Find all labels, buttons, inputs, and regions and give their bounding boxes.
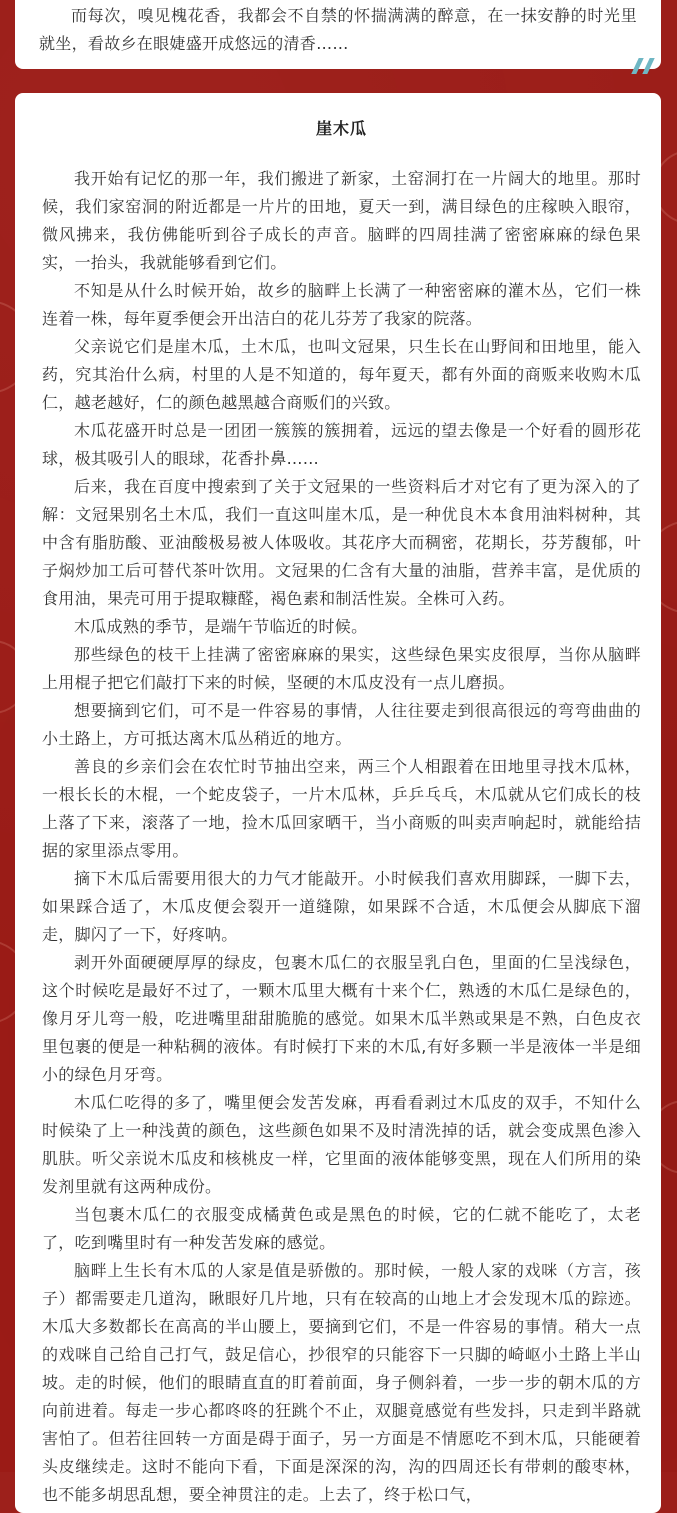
article-paragraph: 善良的乡亲们会在农忙时节抽出空来，两三个人相跟着在田地里寻找木瓜林，一根长长的木棍，一个蛇皮袋子，一片木瓜林，乒乒乓乓，木瓜就从它们成长的枝上落了下来，滚落了一地，捡木瓜回家晒干，当小商贩的叫卖声响起时，就能给拮据的家里添点零用。: [42, 757, 641, 860]
article-paragraph: 想要摘到它们，可不是一件容易的事情，人往往要走到很高很远的弯弯曲曲的小土路上，方可抵达离木瓜丛稍近的地方。: [42, 701, 641, 748]
article-title: 崖木瓜: [315, 119, 367, 138]
article-paragraph: 木瓜成熟的季节，是端午节临近的时候。: [74, 617, 368, 636]
previous-article-card: [15, 0, 661, 69]
article-body: [42, 165, 641, 1509]
article-card: [15, 93, 661, 1513]
previous-article-ending: 而每次，嗅见槐花香，我都会不自禁的怀揣满满的醉意，在一抹安静的时光里就坐，看故乡在眼婕盛开成悠远的清香……: [39, 6, 637, 53]
article-paragraph: 我开始有记忆的那一年，我们搬进了新家，土窑洞打在一片阔大的地里。那时候，我们家窑洞的附近都是一片片的田地，夏天一到，满目绿色的庄稼映入眼帘，微风拂来，我仿佛能听到谷子成长的声音。脑畔的四周挂满了密密麻麻的绿色果实，一抬头，我就能够看到它们。: [42, 169, 641, 272]
article-paragraph: 不知是从什么时候开始，故乡的脑畔上长满了一种密密麻的灌木丛，它们一株连着一株，每年夏季便会开出洁白的花儿芬芳了我家的院落。: [42, 281, 641, 328]
article-paragraph: 父亲说它们是崖木瓜，土木瓜，也叫文冠果，只生长在山野间和田地里，能入药，究其治什么病，村里的人是不知道的，每年夏天，都有外面的商贩来收购木瓜仁，越老越好，仁的颜色越黑越合商贩们的兴致。: [42, 337, 641, 412]
article-paragraph: 木瓜仁吃得的多了，嘴里便会发苦发麻，再看看剥过木瓜皮的双手，不知什么时候染了上一种浅黄的颜色，这些颜色如果不及时清洗掉的话，就会变成黑色渗入肌肤。听父亲说木瓜皮和核桃皮一样，它里面的液体能够变黑，现在人们所用的染发剂里就有这两种成份。: [42, 1093, 641, 1196]
article-paragraph: 木瓜花盛开时总是一团团一簇簇的簇拥着，远远的望去像是一个好看的圆形花球，极其吸引人的眼球，花香扑鼻……: [42, 421, 641, 468]
article-paragraph: 那些绿色的枝干上挂满了密密麻麻的果实，这些绿色果实皮很厚，当你从脑畔上用棍子把它们敲打下来的时候，坚硬的木瓜皮没有一点儿磨损。: [42, 645, 641, 692]
article-paragraph: 脑畔上生长有木瓜的人家是值是骄傲的。那时候，一般人家的戏咪（方言，孩子）都需要走几道沟，瞅眼好几片地，只有在较高的山地上才会发现木瓜的踪迹。木瓜大多数都长在高高的半山腰上，要摘到它们，不是一件容易的事情。稍大一点的戏咪自己给自己打气，鼓足信心，抄很窄的只能容下一只脚的崎岖小土路上半山坡。走的时候，他们的眼睛直直的盯着前面，身子侧斜着，一步一步的朝木瓜的方向前进着。每走一步心都咚咚的狂跳个不止，双腿竟感觉有些发抖，只走到半路就害怕了。但若往回转一方面是碍于面子，另一方面是不情愿吃不到木瓜，只能硬着头皮继续走。这时不能向下看，下面是深深的沟，沟的四周还长有带刺的酸枣林，也不能多胡思乱想，要全神贯注的走。上去了，终于松口气，: [42, 1261, 641, 1504]
double-slash-icon: [633, 58, 655, 74]
article-paragraph: 剥开外面硬硬厚厚的绿皮，包裹木瓜仁的衣服呈乳白色，里面的仁呈浅绿色，这个时候吃是最好不过了，一颗木瓜里大概有十来个仁，熟透的木瓜仁是绿色的，像月牙儿弯一般，吃进嘴里甜甜脆脆的感觉。如果木瓜半熟或果是不熟，白色皮衣里包裹的便是一种粘稠的液体。有时候打下来的木瓜,有好多颗一半是液体一半是细小的绿色月牙弯。: [42, 953, 641, 1084]
article-paragraph: 摘下木瓜后需要用很大的力气才能敲开。小时候我们喜欢用脚踩，一脚下去，如果踩合适了，木瓜皮便会裂开一道缝隙，如果踩不合适，木瓜便会从脚底下溜走，脚闪了一下，好疼呐。: [42, 869, 641, 944]
article-paragraph: 当包裹木瓜仁的衣服变成橘黄色或是黑色的时候，它的仁就不能吃了，太老了，吃到嘴里时有一种发苦发麻的感觉。: [42, 1205, 641, 1252]
article-paragraph: 后来，我在百度中搜索到了关于文冠果的一些资料后才对它有了更为深入的了解：文冠果别名土木瓜，我们一直这叫崖木瓜，是一种优良木本食用油料树种，其中含有脂肪酸、亚油酸极易被人体吸收。其花序大而稠密，花期长，芬芳馥郁，叶子焖炒加工后可替代茶叶饮用。文冠果的仁含有大量的油脂，营养丰富，是优质的食用油，果壳可用于提取糠醛，褐色素和制活性炭。全株可入药。: [42, 477, 641, 608]
